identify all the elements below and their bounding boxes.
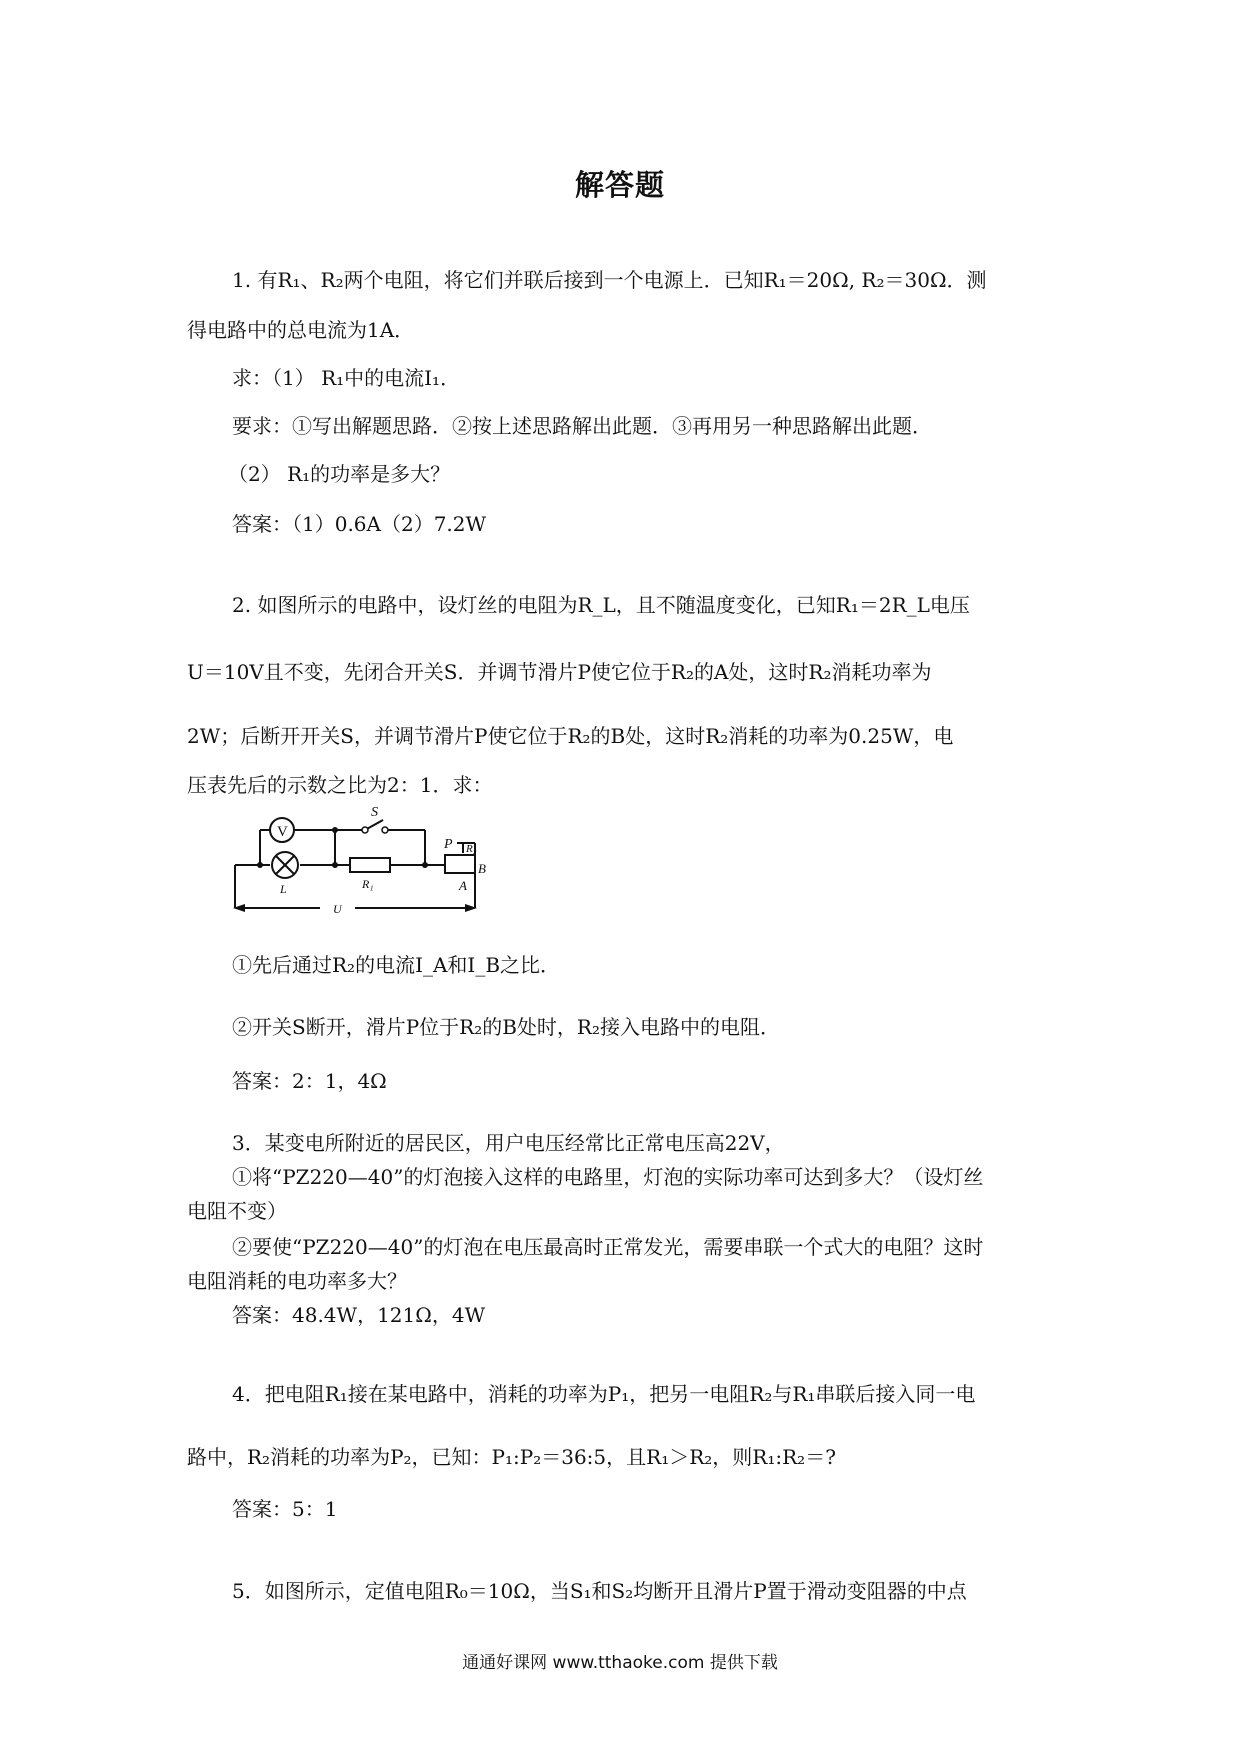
q5-line1: 5．如图所示，定值电阻R₀＝10Ω，当S₁和S₂均断开且滑片P置于滑动变阻器的中点 [232,1579,967,1603]
q2-line1: 2. 如图所示的电路中，设灯丝的电阻为R_L，且不随温度变化，已知R₁＝2R_L电压 [232,593,970,617]
slider-label: P [444,837,453,852]
q1-line3: 求：（1） R₁中的电流I₁． [232,366,461,390]
q1-line5: （2） R₁的功率是多大？ [228,462,451,486]
q2-sub2: ②开关S断开，滑片P位于R₂的B处时，R₂接入电路中的电阻． [232,1015,781,1039]
q2-line2: U＝10V且不变，先闭合开关S．并调节滑片P使它位于R₂的A处，这时R₂消耗功率为 [187,660,932,684]
point-a-label: A [459,878,467,893]
q2-answer: 答案：2：1，4Ω [232,1069,387,1093]
q3-answer: 答案：48.4W，121Ω，4W [232,1303,486,1327]
q3-line1: 3．某变电所附近的居民区，用户电压经常比正常电压高22V， [232,1131,785,1155]
q4-line1: 4．把电阻R₁接在某电路中，消耗的功率为P₁，把另一电阻R₂与R₁串联后接入同一电 [232,1382,976,1406]
resistor-r1-symbol [350,858,390,872]
q3-line3: 电阻不变） [187,1199,287,1223]
q2-line3: 2W；后断开开关S，并调节滑片P使它位于R₂的B处，这时R₂消耗的功率为0.25W，电 [187,724,954,748]
q3-line4: ②要使“PZ220—40”的灯泡在电压最高时正常发光，需要串联一个式大的电阻？这时 [232,1235,984,1259]
circuit-diagram [225,805,495,920]
r1-label: R₁ [362,877,374,891]
switch-label: S [371,805,378,820]
page-footer: 通通好课网 www.tthaoke.com 提供下载 [462,1653,778,1673]
q2-line4: 压表先后的示数之比为2：1．求： [187,773,493,797]
q4-answer: 答案：5：1 [232,1497,338,1521]
lamp-label: L [280,882,287,896]
page-title: 解答题 [574,168,665,202]
q1-line4: 要求：①写出解题思路．②按上述思路解出此题．③再用另一种思路解出此题． [232,414,932,438]
rheostat-r2-symbol [445,855,475,873]
q4-line2: 路中，R₂消耗的功率为P₂，已知：P₁:P₂＝36:5，且R₁＞R₂，则R₁:R₂＝? [187,1445,836,1469]
voltmeter-label: V [277,824,288,840]
point-b-label: B [478,861,486,876]
q1-line2: 得电路中的总电流为1A． [187,318,415,342]
r2-label: R₂ [466,843,477,855]
q3-line5: 电阻消耗的电功率多大？ [187,1269,407,1293]
q1-answer: 答案：（1）0.6A（2）7.2W [232,512,487,536]
lamp-symbol [272,852,298,878]
voltage-label: U [333,902,342,916]
q1-line1: 1. 有R₁、R₂两个电阻，将它们并联后接到一个电源上．已知R₁＝20Ω, R₂＝30Ω．测 [232,268,987,292]
q2-sub1: ①先后通过R₂的电流I_A和I_B之比． [232,953,561,977]
q3-line2: ①将“PZ220—40”的灯泡接入这样的电路里，灯泡的实际功率可达到多大？（设灯丝 [232,1165,984,1189]
